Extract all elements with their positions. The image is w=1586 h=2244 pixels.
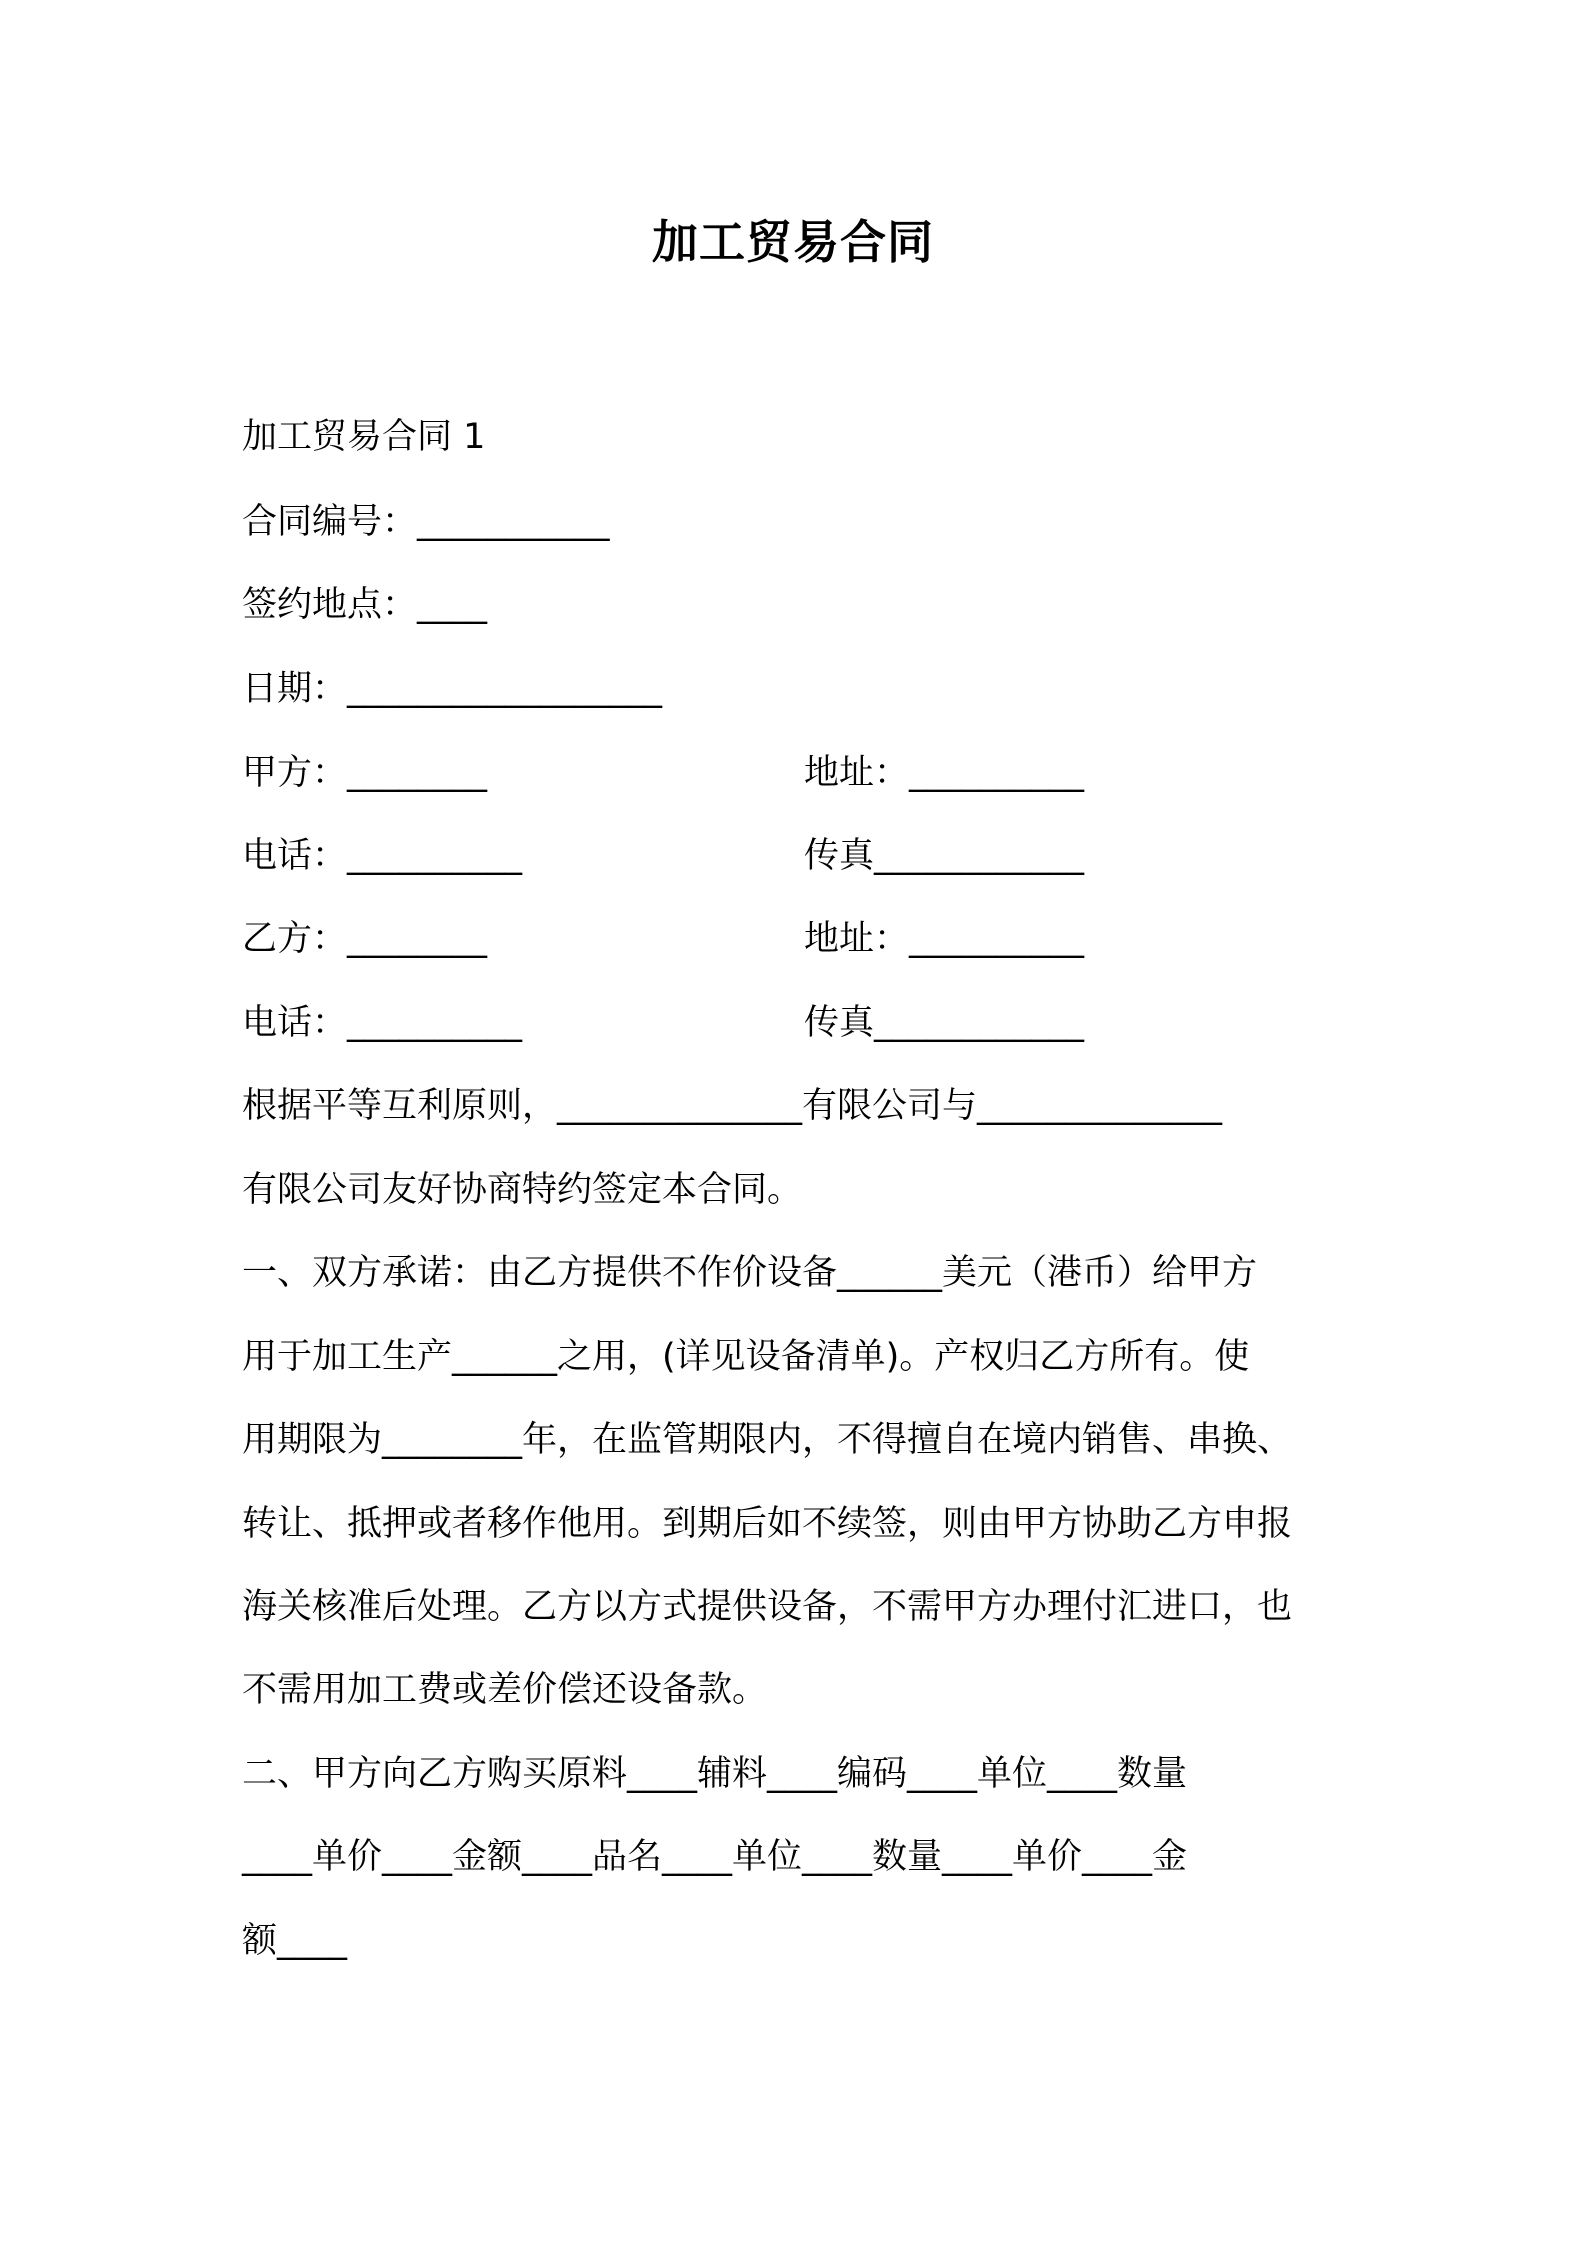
signing-place-field: 签约地点：____	[242, 585, 488, 625]
paragraph-line: 不需用加工费或差价偿还设备款。	[242, 1670, 768, 1710]
party-b-address-field: 地址：__________	[804, 919, 1085, 959]
party-a-address-field: 地址：__________	[804, 753, 1085, 793]
paragraph-line: 用期限为________年，在监管期限内，不得擅自在境内销售、串换、	[242, 1420, 1293, 1460]
contract-subtitle: 加工贸易合同 1	[242, 417, 486, 457]
paragraph-line: 一、双方承诺：由乙方提供不作价设备______美元（港币）给甲方	[242, 1253, 1258, 1293]
date-field: 日期：__________________	[242, 669, 663, 709]
paragraph-line: 二、甲方向乙方购买原料____辅料____编码____单位____数量	[242, 1754, 1188, 1794]
paragraph-line: 海关核准后处理。乙方以方式提供设备，不需甲方办理付汇进口，也	[242, 1587, 1293, 1627]
paragraph-line: ____单价____金额____品名____单位____数量____单价____金	[242, 1837, 1188, 1877]
party-b-name-field: 乙方：________	[242, 919, 488, 959]
paragraph-line: 转让、抵押或者移作他用。到期后如不续签，则由甲方协助乙方申报	[242, 1504, 1293, 1544]
paragraph-line: 用于加工生产______之用，(详见设备清单)。产权归乙方所有。使	[242, 1337, 1250, 1377]
paragraph-line: 根据平等互利原则，______________有限公司与______________	[242, 1086, 1223, 1126]
party-b-phone-field: 电话：__________	[242, 1003, 523, 1043]
document-title: 加工贸易合同	[652, 215, 934, 269]
party-b-fax-field: 传真____________	[804, 1003, 1085, 1043]
party-a-fax-field: 传真____________	[804, 836, 1085, 876]
party-a-name-field: 甲方：________	[242, 753, 488, 793]
paragraph-line: 有限公司友好协商特约签定本合同。	[242, 1170, 803, 1210]
paragraph-line: 额____	[242, 1921, 348, 1961]
party-a-phone-field: 电话：__________	[242, 836, 523, 876]
contract-number-field: 合同编号：___________	[242, 502, 610, 542]
